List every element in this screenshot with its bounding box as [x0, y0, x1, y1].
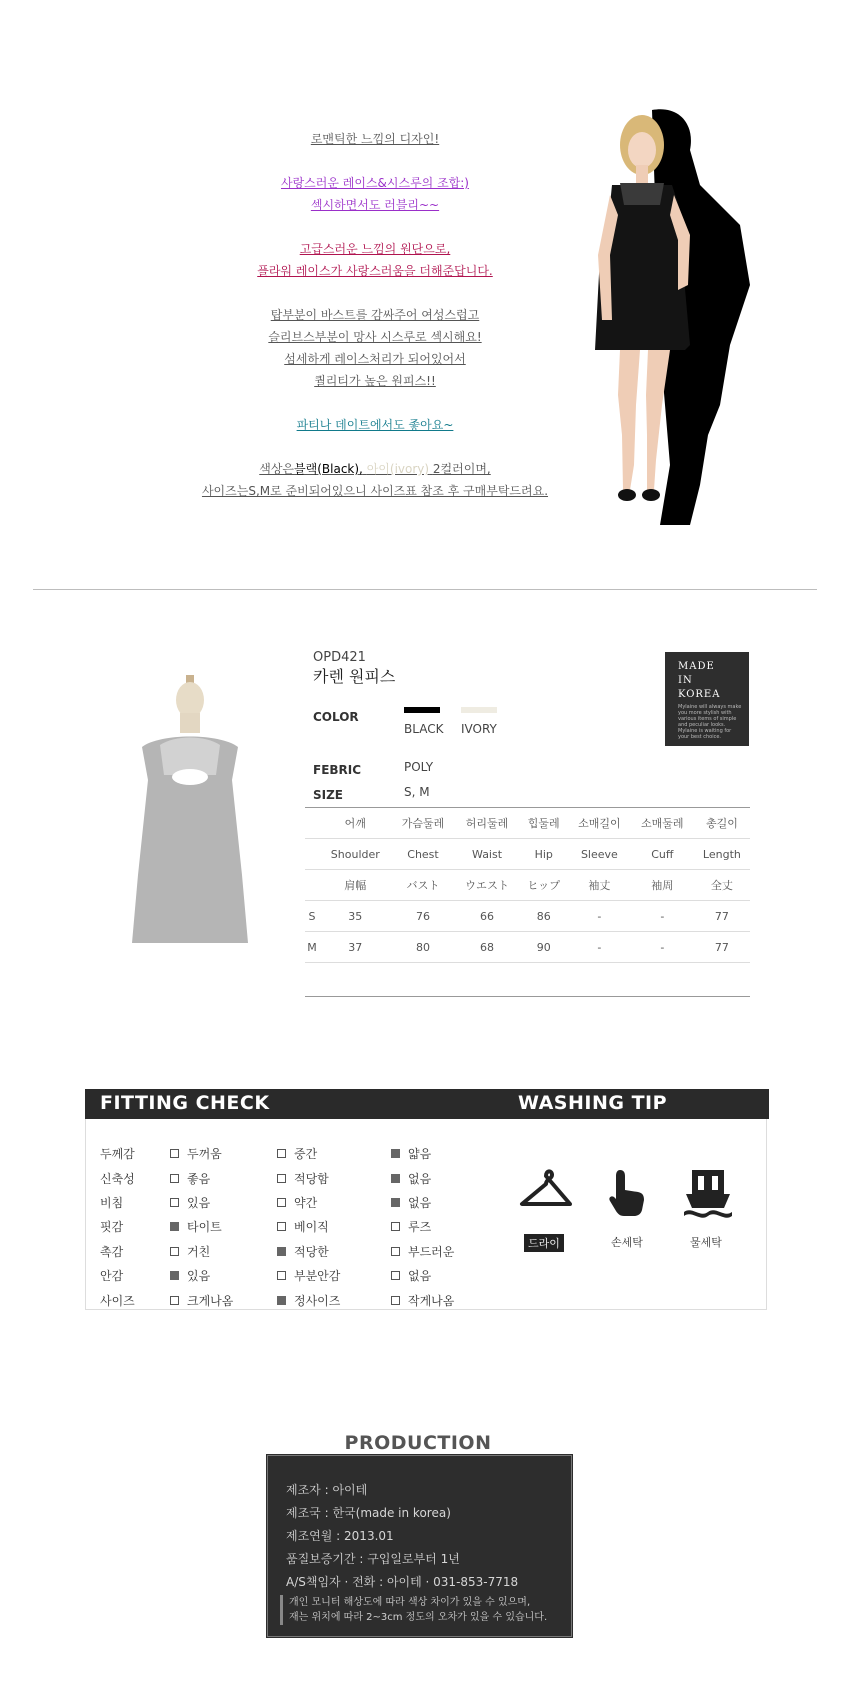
desc-line: 파티나 데이트에서도 좋아요~: [296, 418, 454, 432]
fitting-option: [391, 1292, 454, 1309]
empty-box-icon: [170, 1247, 179, 1256]
table-bottom-rule: [305, 996, 750, 997]
production-country: 제조국 : 한국(made in korea): [286, 1506, 451, 1520]
size-table: [305, 807, 750, 963]
table-header-cell: 힙둘레: [520, 808, 568, 839]
production-maker: 제조자 : 아이테: [286, 1483, 368, 1497]
fitting-option-label: 있음: [187, 1269, 211, 1283]
product-name: 카렌 원피스: [313, 667, 396, 686]
fitting-option-label: 적당함: [294, 1172, 329, 1186]
production-note: [280, 1595, 564, 1625]
desc-line: 로맨틱한 느낌의 디자인!: [310, 132, 440, 146]
fitting-row-label: 안감: [100, 1269, 124, 1283]
made-in-korea-title: [678, 660, 720, 702]
checked-box-icon: [391, 1149, 400, 1158]
size-table-header-ko: [305, 808, 750, 839]
desc-color-prefix: 색상은: [259, 462, 295, 476]
fitting-option-label: 있음: [187, 1196, 211, 1210]
fitting-option-label: 작게나옴: [408, 1294, 455, 1308]
table-cell: S: [305, 901, 319, 932]
empty-box-icon: [277, 1198, 286, 1207]
fitting-option: [391, 1194, 431, 1211]
fitting-option-label: 없음: [408, 1269, 432, 1283]
table-header-cell: Chest: [392, 839, 455, 870]
empty-box-icon: [391, 1271, 400, 1280]
fitting-option-label: 적당한: [294, 1245, 329, 1259]
fitting-option: [170, 1145, 222, 1162]
table-header-cell: バスト: [392, 870, 455, 901]
wash-label-hand: 손세탁: [611, 1236, 643, 1249]
checked-box-icon: [277, 1247, 286, 1256]
hand-icon: [600, 1168, 656, 1218]
empty-box-icon: [170, 1149, 179, 1158]
fitting-row-label: 두께감: [100, 1147, 135, 1161]
checked-box-icon: [391, 1174, 400, 1183]
wash-label-water: 물세탁: [690, 1236, 722, 1249]
table-cell: 90: [520, 932, 568, 963]
table-header-cell: 袖丈: [568, 870, 631, 901]
desc-line: 사랑스러운 레이스&시스루의 조합:): [280, 176, 469, 190]
color-label: COLOR: [313, 710, 359, 724]
table-cell: 86: [520, 901, 568, 932]
fitting-option: [170, 1218, 222, 1235]
table-row: [305, 901, 750, 932]
table-header-cell: ウエスト: [454, 870, 519, 901]
size-table-header-jp: [305, 870, 750, 901]
made-in-korea-badge: [665, 652, 749, 746]
product-description: [150, 128, 600, 502]
fitting-option-label: 베이직: [294, 1220, 329, 1234]
desc-line: 플라워 레이스가 사랑스러움을 더해준답니다.: [257, 264, 493, 278]
production-title: PRODUCTION: [344, 1432, 492, 1454]
table-header-cell: Sleeve: [568, 839, 631, 870]
fabric-label: FEBRIC: [313, 763, 362, 777]
production-as: A/S책임자 · 전화 : 아이테 · 031-853-7718: [286, 1575, 519, 1589]
fitting-row-label: 신축성: [100, 1172, 135, 1186]
empty-box-icon: [170, 1198, 179, 1207]
fitting-option-label: 얇음: [408, 1147, 432, 1161]
size-value: S, M: [404, 785, 430, 799]
desc-line: 사이즈는S,M로 준비되어있으니 사이즈표 참조 후 구매부탁드려요.: [201, 484, 549, 498]
fitting-option-label: 타이트: [187, 1220, 222, 1234]
fitting-option: [170, 1170, 210, 1187]
desc-line: 탑부분이 바스트를 감싸주어 여성스럽고: [270, 308, 480, 322]
fitting-option: [391, 1267, 431, 1284]
table-header-cell: 소매길이: [568, 808, 631, 839]
fitting-option: [170, 1267, 210, 1284]
fitting-option: [277, 1194, 317, 1211]
fitting-option-label: 없음: [408, 1172, 432, 1186]
table-header-cell: Waist: [454, 839, 519, 870]
color-name-ivory: IVORY: [461, 722, 497, 736]
table-header-cell: 소매둘레: [631, 808, 694, 839]
desc-color-ivory: 아이(ivory): [366, 462, 430, 476]
table-header-cell: [305, 870, 319, 901]
fitting-option-label: 없음: [408, 1196, 432, 1210]
table-header-cell: Shoulder: [319, 839, 392, 870]
table-cell: 76: [392, 901, 455, 932]
table-header-cell: 袖周: [631, 870, 694, 901]
production-date: 제조연월 : 2013.01: [286, 1529, 394, 1543]
table-header-cell: 총길이: [694, 808, 750, 839]
checked-box-icon: [391, 1198, 400, 1207]
table-header-cell: [305, 839, 319, 870]
empty-box-icon: [391, 1247, 400, 1256]
table-cell: -: [631, 932, 694, 963]
mannequin-photo: [120, 675, 260, 960]
table-header-cell: Hip: [520, 839, 568, 870]
desc-line: 퀄리티가 높은 원피스!!: [314, 374, 436, 388]
fitting-row-label: 촉감: [100, 1245, 124, 1259]
desc-line: 섬세하게 레이스처리가 되어있어서: [284, 352, 466, 366]
note-line: 개인 모니터 해상도에 따라 색상 차이가 있을 수 있으며,: [289, 1597, 531, 1608]
table-header-cell: 허리둘레: [454, 808, 519, 839]
fitting-option-label: 부드러운: [408, 1245, 455, 1259]
desc-color-black: 블랙(Black),: [294, 462, 363, 476]
empty-box-icon: [277, 1222, 286, 1231]
fitting-option: [391, 1170, 431, 1187]
product-code: OPD421: [313, 650, 366, 665]
checked-box-icon: [170, 1222, 179, 1231]
note-line: 재는 위치에 따라 2~3cm 정도의 오차가 있을 수 있습니다.: [289, 1612, 548, 1623]
desc-color-line: [150, 458, 600, 480]
desc-line: 섹시하면서도 러블리~~: [310, 198, 440, 212]
table-cell: 77: [694, 932, 750, 963]
fitting-option: [391, 1243, 454, 1260]
size-label: SIZE: [313, 788, 344, 802]
table-cell: 66: [454, 901, 519, 932]
desc-color-suffix: 2컬러이며,: [432, 462, 491, 476]
table-header-cell: [305, 808, 319, 839]
table-cell: 35: [319, 901, 392, 932]
table-header-cell: 가슴둘레: [392, 808, 455, 839]
fitting-check-title: FITTING CHECK: [100, 1092, 270, 1114]
fitting-row-label: 사이즈: [100, 1294, 135, 1308]
made-line: MADE: [678, 661, 715, 672]
color-swatch-black[interactable]: [404, 707, 440, 713]
fitting-option: [277, 1292, 340, 1309]
model-photo: [590, 105, 760, 525]
made-in-korea-text: Mylaine will always make you more stylish with various items of simple and peculiar looks. Mylaine is waiting for your best choice.: [678, 704, 742, 740]
fitting-option-label: 크게나옴: [187, 1294, 234, 1308]
table-cell: -: [568, 901, 631, 932]
fitting-option: [391, 1218, 431, 1235]
fitting-option: [277, 1170, 329, 1187]
fitting-option: [277, 1243, 329, 1260]
fitting-option: [170, 1243, 210, 1260]
fitting-option: [277, 1267, 340, 1284]
table-header-cell: 全丈: [694, 870, 750, 901]
production-warranty: 품질보증기간 : 구입일로부터 1년: [286, 1552, 460, 1566]
fitting-option-label: 정사이즈: [294, 1294, 341, 1308]
table-header-cell: 어깨: [319, 808, 392, 839]
fitting-option: [170, 1292, 233, 1309]
section-divider: [33, 589, 817, 590]
fitting-option-label: 부분안감: [294, 1269, 341, 1283]
empty-box-icon: [391, 1296, 400, 1305]
fitting-option-label: 중간: [294, 1147, 318, 1161]
checked-box-icon: [277, 1296, 286, 1305]
made-line: IN: [678, 675, 693, 686]
fitting-option-label: 좋음: [187, 1172, 211, 1186]
color-name-black: BLACK: [404, 722, 444, 736]
table-cell: M: [305, 932, 319, 963]
table-row: [305, 932, 750, 963]
fitting-option-label: 루즈: [408, 1220, 432, 1234]
table-cell: -: [568, 932, 631, 963]
color-swatch-ivory[interactable]: [461, 707, 497, 713]
desc-line: 고급스러운 느낌의 원단으로,: [299, 242, 451, 256]
washing-machine-icon: [680, 1168, 736, 1218]
wash-label-dry: 드라이: [524, 1234, 564, 1252]
fitting-option: [170, 1194, 210, 1211]
fabric-value: POLY: [404, 760, 434, 774]
washing-tip-title: WASHING TIP: [518, 1092, 668, 1114]
size-table-header-en: [305, 839, 750, 870]
empty-box-icon: [277, 1174, 286, 1183]
fitting-option-label: 거친: [187, 1245, 211, 1259]
table-header-cell: 肩幅: [319, 870, 392, 901]
empty-box-icon: [277, 1149, 286, 1158]
table-cell: 37: [319, 932, 392, 963]
fitting-row-label: 비침: [100, 1196, 124, 1210]
empty-box-icon: [170, 1174, 179, 1183]
desc-line: 슬리브스부분이 망사 시스루로 섹시해요!: [268, 330, 482, 344]
made-line: KOREA: [678, 689, 721, 700]
fitting-option-label: 약간: [294, 1196, 318, 1210]
table-cell: 68: [454, 932, 519, 963]
checked-box-icon: [170, 1271, 179, 1280]
table-cell: 77: [694, 901, 750, 932]
fitting-option: [277, 1218, 329, 1235]
table-cell: 80: [392, 932, 455, 963]
fitting-option: [391, 1145, 431, 1162]
fitting-option-label: 두꺼움: [187, 1147, 222, 1161]
table-cell: -: [631, 901, 694, 932]
table-header-cell: ヒップ: [520, 870, 568, 901]
empty-box-icon: [277, 1271, 286, 1280]
table-header-cell: Length: [694, 839, 750, 870]
fitting-row-label: 핏감: [100, 1220, 124, 1234]
empty-box-icon: [170, 1296, 179, 1305]
hanger-icon: [518, 1168, 574, 1218]
empty-box-icon: [391, 1222, 400, 1231]
table-header-cell: Cuff: [631, 839, 694, 870]
fitting-option: [277, 1145, 317, 1162]
